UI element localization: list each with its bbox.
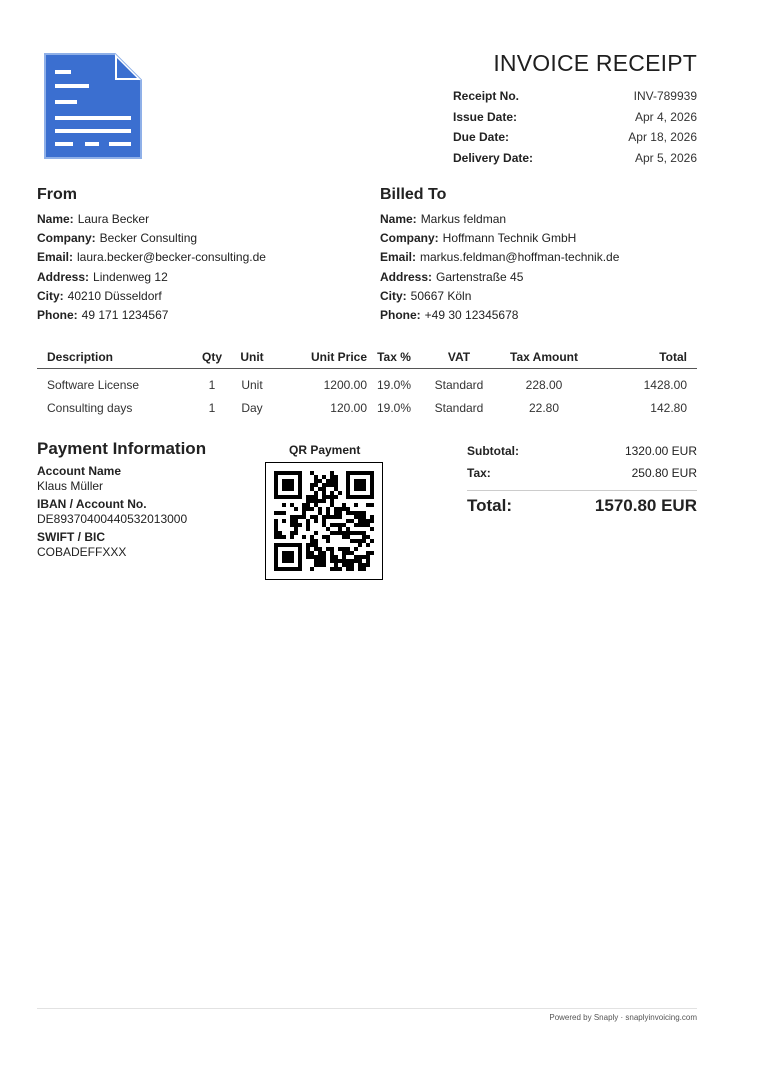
field-label: Name:: [380, 212, 417, 226]
field-value: Hoffmann Technik GmbH: [442, 231, 577, 246]
from-name: [37, 210, 377, 229]
meta-label: Receipt No.: [453, 89, 520, 103]
meta-delivery-date: [453, 151, 697, 171]
billed-to-section: [380, 186, 720, 325]
table-header-row: [37, 346, 697, 369]
field-label: Phone:: [37, 307, 78, 322]
iban-label: IBAN / Account No.: [37, 497, 147, 511]
cell-total: 1428.00: [643, 377, 687, 392]
field-value: 50667 Köln: [410, 288, 472, 303]
field-value: Gartenstraße 45: [436, 269, 524, 284]
meta-value: Apr 5, 2026: [634, 151, 697, 165]
from-city: [37, 287, 377, 306]
subtotal-value: 1320.00 EUR: [624, 444, 697, 458]
cell-tax-amount: 228.00: [525, 377, 563, 392]
billed-address: [380, 268, 720, 287]
billed-phone: [380, 306, 720, 325]
cell-qty: 1: [208, 400, 216, 415]
meta-label: Delivery Date:: [453, 151, 534, 165]
field-value: Becker Consulting: [99, 231, 198, 246]
cell-description: Consulting days: [47, 400, 133, 415]
swift-label: SWIFT / BIC: [37, 530, 105, 544]
cell-vat: Standard: [434, 400, 484, 415]
from-email: [37, 248, 377, 267]
cell-tax-percent: 19.0%: [376, 400, 412, 415]
field-value: laura.becker@becker-consulting.de: [77, 250, 266, 265]
cell-tax-percent: 19.0%: [376, 377, 412, 392]
qr-code: [265, 462, 383, 580]
from-address: [37, 268, 377, 287]
billed-company: [380, 229, 720, 248]
field-value: Laura Becker: [77, 212, 150, 226]
field-label: Company:: [37, 231, 96, 246]
field-value: +49 30 12345678: [424, 307, 519, 322]
cell-total: 142.80: [650, 400, 687, 415]
tax-value: 250.80 EUR: [631, 466, 697, 480]
field-label: Company:: [380, 231, 439, 246]
billed-name: [380, 210, 720, 229]
field-label: Email:: [37, 250, 74, 265]
totals-divider: [467, 490, 697, 491]
field-label: City:: [37, 288, 64, 303]
cell-unit-price: 120.00: [330, 400, 367, 415]
cell-description: Software License: [47, 377, 140, 392]
field-value: markus.feldman@hoffman-technik.de: [420, 250, 620, 265]
field-label: Address:: [37, 269, 90, 284]
tax-label: Tax:: [467, 466, 491, 480]
cell-tax-amount: 22.80: [528, 400, 560, 415]
field-label: Email:: [380, 250, 417, 265]
total-label: Total:: [467, 496, 513, 515]
cell-unit: Day: [241, 400, 263, 415]
billed-to-heading: Billed To: [380, 186, 447, 203]
col-unit-price: Unit Price: [277, 346, 369, 369]
field-label: Address:: [380, 269, 433, 284]
field-value: Markus feldman: [420, 212, 507, 226]
field-label: City:: [380, 288, 407, 303]
meta-receipt-no: [453, 89, 697, 109]
footer-divider: [37, 1008, 697, 1009]
meta-value: INV-789939: [633, 89, 697, 103]
field-value: 40210 Düsseldorf: [67, 288, 162, 303]
meta-issue-date: [453, 110, 697, 130]
billed-city: [380, 287, 720, 306]
subtotal-label: Subtotal:: [467, 444, 519, 458]
col-tax-percent: Tax %: [369, 346, 419, 369]
meta-value: Apr 4, 2026: [634, 110, 697, 124]
field-label: Phone:: [380, 307, 421, 322]
meta-label: Issue Date:: [453, 110, 518, 124]
cell-unit-price: 1200.00: [323, 377, 367, 392]
cell-qty: 1: [208, 377, 216, 392]
field-value: 49 171 1234567: [81, 307, 169, 322]
col-total: Total: [589, 346, 697, 369]
table-row: [37, 396, 697, 419]
meta-value: Apr 18, 2026: [628, 130, 697, 144]
cell-unit: Unit: [241, 377, 263, 392]
col-description: Description: [37, 346, 197, 369]
table-row: [37, 369, 697, 397]
account-name-label: Account Name: [37, 464, 122, 478]
col-tax-amount: Tax Amount: [499, 346, 589, 369]
col-unit: Unit: [227, 346, 277, 369]
invoice-title: INVOICE RECEIPT: [493, 50, 697, 76]
from-section: [37, 186, 377, 325]
meta-due-date: [453, 130, 697, 150]
account-name-value: Klaus Müller: [37, 479, 104, 493]
from-company: [37, 229, 377, 248]
meta-label: Due Date:: [453, 130, 510, 144]
footer-credit: Powered by Snaply · snaplyinvoicing.com: [549, 1013, 697, 1022]
from-heading: From: [37, 186, 77, 203]
payment-title: Payment Information: [37, 439, 207, 458]
cell-vat: Standard: [434, 377, 484, 392]
line-items-table: [37, 346, 697, 419]
col-qty: Qty: [197, 346, 227, 369]
document-icon: [39, 52, 143, 162]
total-value: 1570.80 EUR: [594, 496, 697, 515]
iban-value: DE89370400440532013000: [37, 512, 188, 526]
swift-value: COBADEFFXXX: [37, 545, 127, 559]
from-phone: [37, 306, 377, 325]
col-vat: VAT: [419, 346, 499, 369]
billed-email: [380, 248, 720, 267]
field-label: Name:: [37, 212, 74, 226]
field-value: Lindenweg 12: [93, 269, 168, 284]
qr-payment-label: QR Payment: [289, 443, 361, 457]
